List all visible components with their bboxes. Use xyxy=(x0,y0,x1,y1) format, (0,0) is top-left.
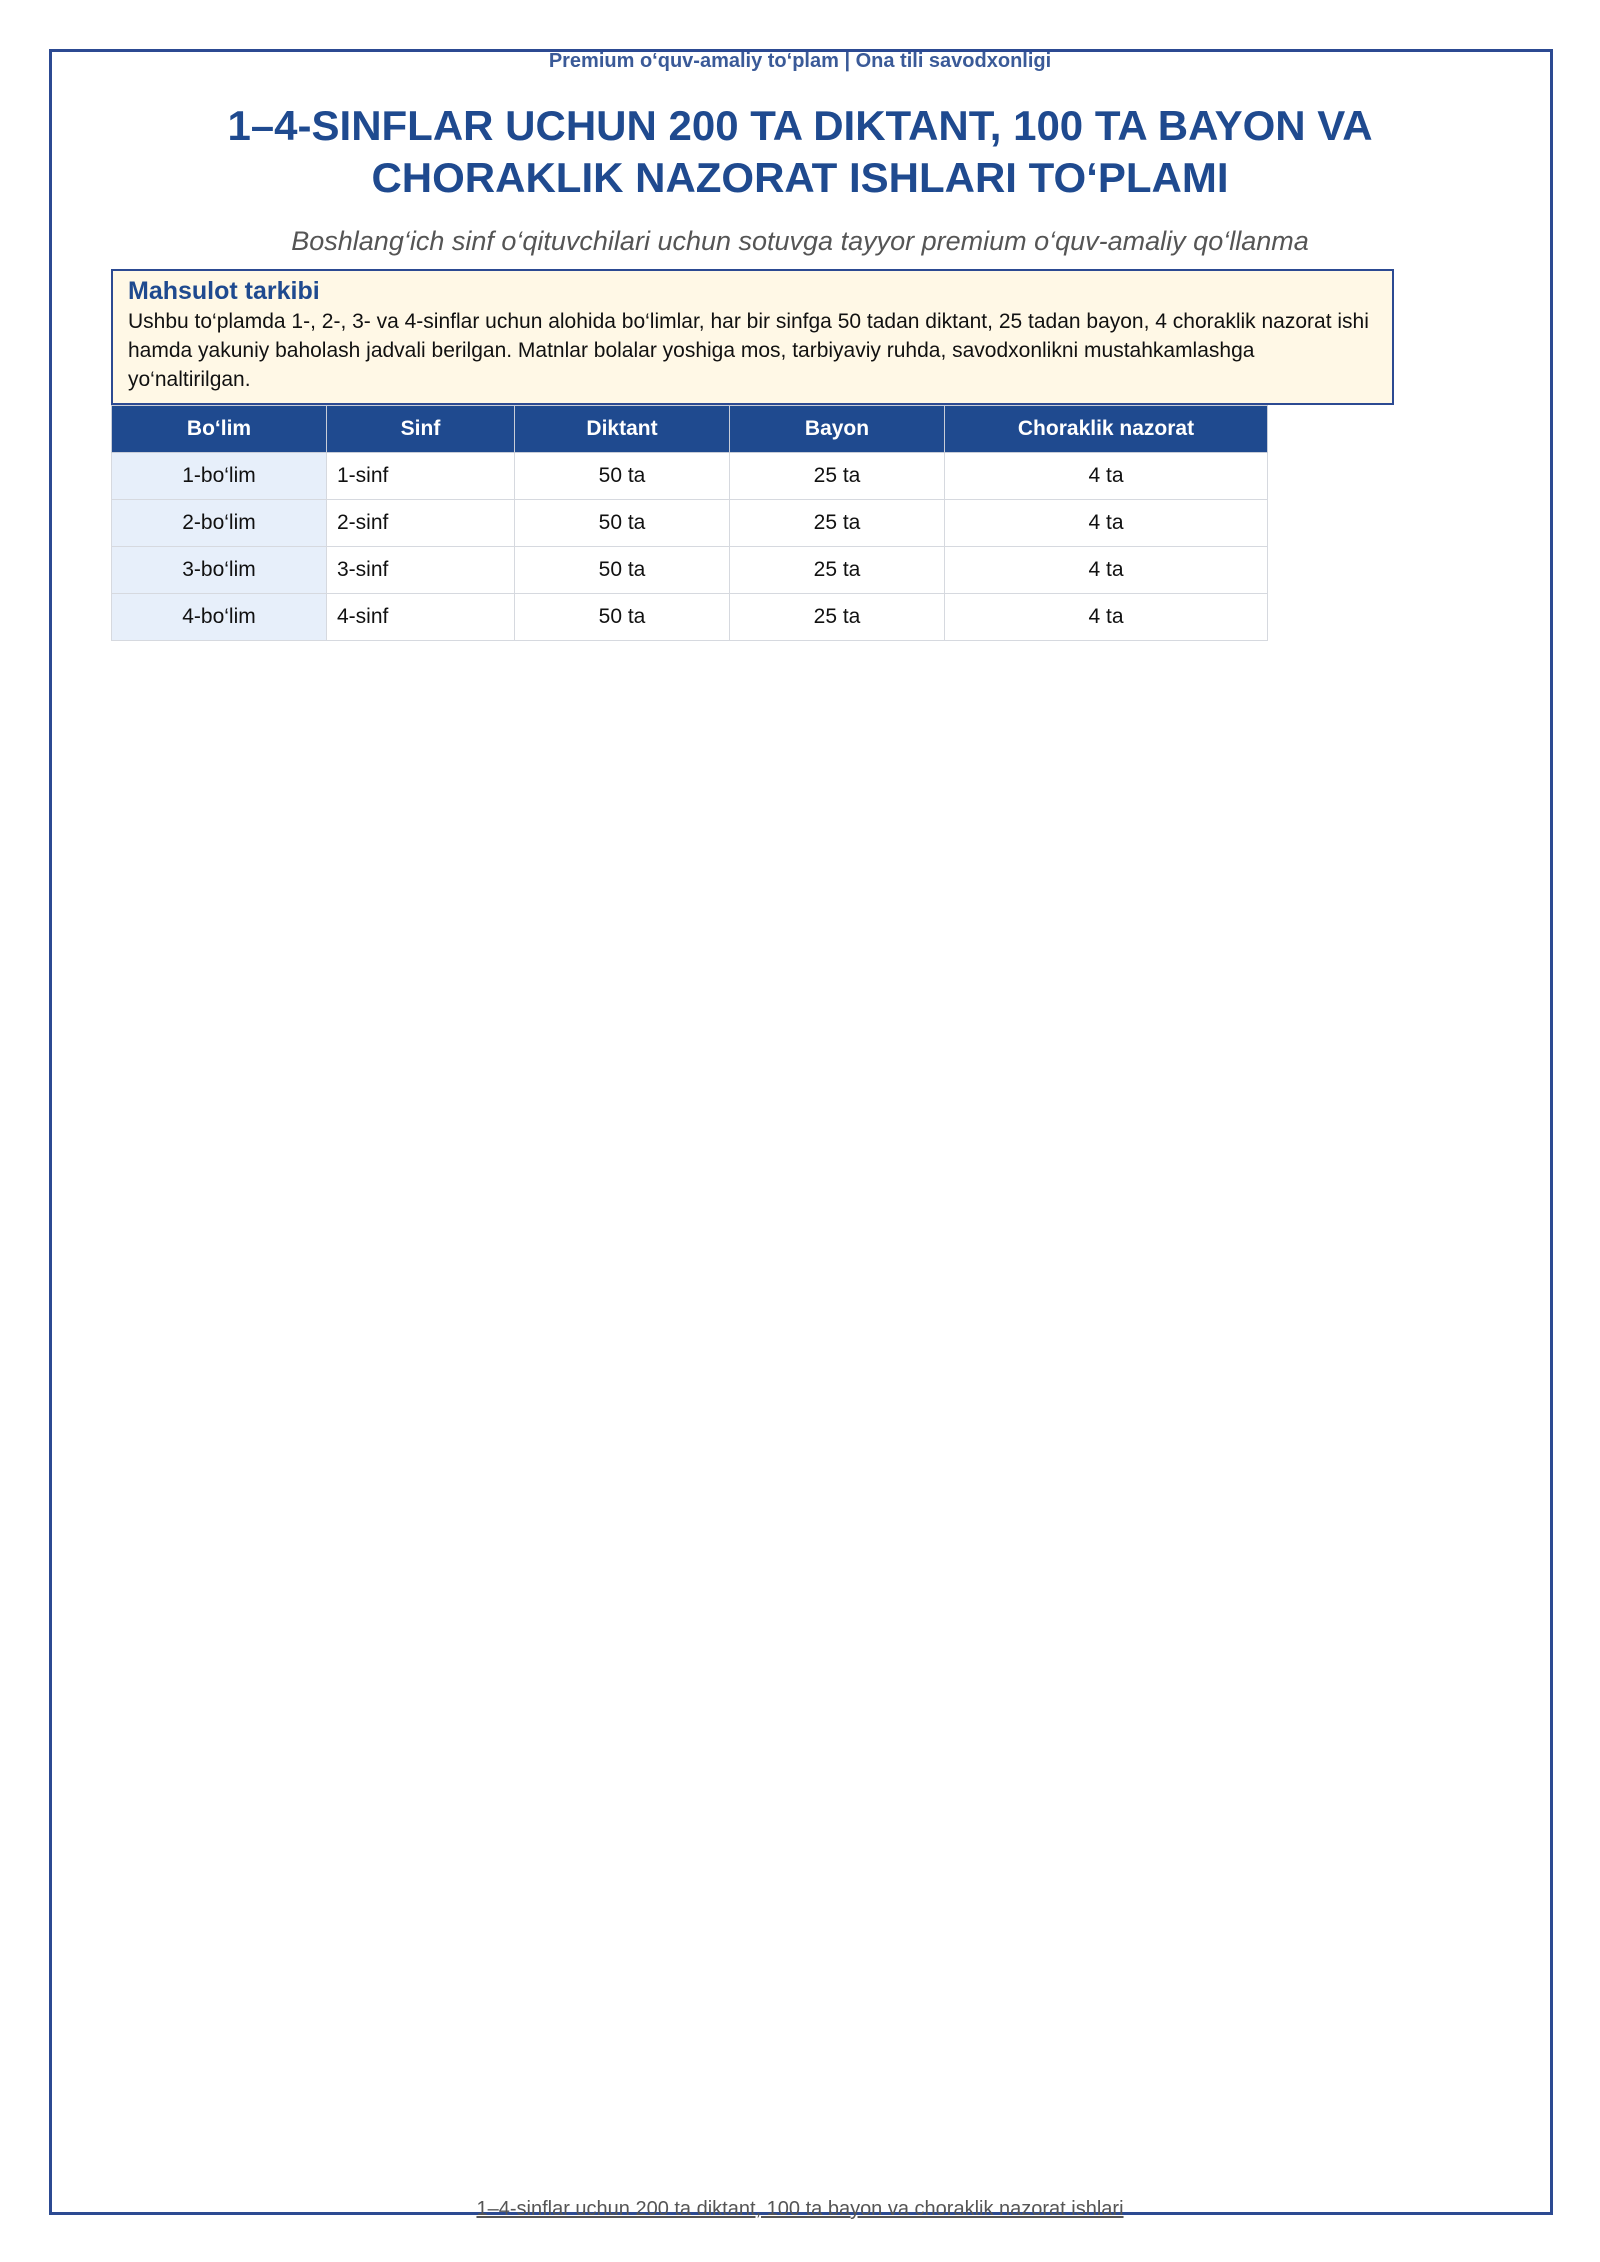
table-row xyxy=(112,547,1268,594)
cell-grade: 2-sinf xyxy=(327,500,515,547)
product-contents-title: Mahsulot tarkibi xyxy=(128,277,320,305)
cell-quarterly-control: 4 ta xyxy=(945,453,1268,500)
cell-exposition: 25 ta xyxy=(730,547,945,594)
cell-exposition: 25 ta xyxy=(730,594,945,641)
cell-grade: 3-sinf xyxy=(327,547,515,594)
cell-grade: 4-sinf xyxy=(327,594,515,641)
cell-dictation: 50 ta xyxy=(515,547,730,594)
cell-grade: 1-sinf xyxy=(327,453,515,500)
running-header: Premium o‘quv-amaliy to‘plam | Ona tili savodxonligi xyxy=(548,50,1052,72)
table-row xyxy=(112,500,1268,547)
table-row xyxy=(112,453,1268,500)
cell-section: 4-bo‘lim xyxy=(112,594,327,641)
sections-table xyxy=(111,405,1268,641)
cell-exposition: 25 ta xyxy=(730,500,945,547)
cell-section: 2-bo‘lim xyxy=(112,500,327,547)
page-footer: 1–4-sinflar uchun 200 ta diktant, 100 ta bayon va choraklik nazorat ishlari xyxy=(476,2198,1124,2220)
title-line-2: CHORAKLIK NAZORAT ISHLARI TO‘PLAMI xyxy=(371,154,1229,201)
product-contents-text: Ushbu to‘plamda 1-, 2-, 3- va 4-sinflar uchun alohida bo‘limlar, har bir sinfga 50 tadan diktant, 25 tadan bayon, 4 choraklik nazorat ishi hamda yakuniy baholash jadvali berilgan. Matnlar bolalar yoshiga mos, tarbiyaviy ruhda, savodxonlikni mustahkamlashga yo‘naltirilgan. xyxy=(128,310,1369,391)
cell-exposition: 25 ta xyxy=(730,453,945,500)
column-header-quarterly-control: Choraklik nazorat xyxy=(945,406,1268,453)
cell-section: 1-bo‘lim xyxy=(112,453,327,500)
cell-quarterly-control: 4 ta xyxy=(945,594,1268,641)
table-header-row xyxy=(112,406,1268,453)
cell-dictation: 50 ta xyxy=(515,500,730,547)
column-header-exposition: Bayon xyxy=(730,406,945,453)
table-row xyxy=(112,594,1268,641)
title-line-1: 1–4-SINFLAR UCHUN 200 TA DIKTANT, 100 TA BAYON VA xyxy=(227,102,1373,149)
column-header-dictation: Diktant xyxy=(515,406,730,453)
document-title xyxy=(100,100,1500,204)
cell-dictation: 50 ta xyxy=(515,594,730,641)
document-subtitle: Boshlang‘ich sinf o‘qituvchilari uchun sotuvga tayyor premium o‘quv-amaliy qo‘llanma xyxy=(291,226,1309,256)
product-contents-box xyxy=(111,269,1394,405)
cell-section: 3-bo‘lim xyxy=(112,547,327,594)
cell-quarterly-control: 4 ta xyxy=(945,500,1268,547)
column-header-section: Bo‘lim xyxy=(112,406,327,453)
cell-quarterly-control: 4 ta xyxy=(945,547,1268,594)
cell-dictation: 50 ta xyxy=(515,453,730,500)
column-header-grade: Sinf xyxy=(327,406,515,453)
